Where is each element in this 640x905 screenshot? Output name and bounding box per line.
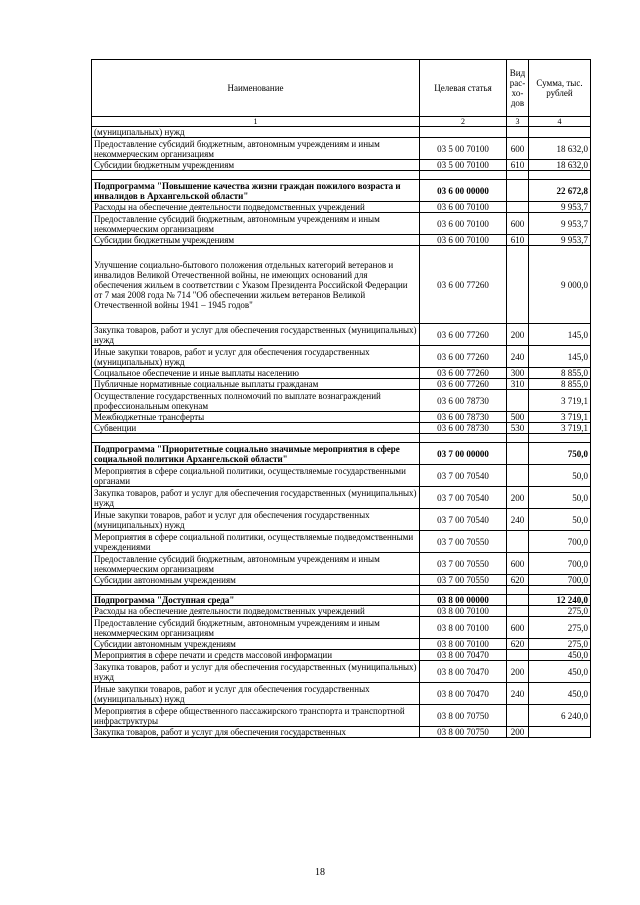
sum-cell: 6 240,0	[529, 705, 591, 727]
table-header-row	[92, 60, 591, 117]
name-cell: Иные закупки товаров, работ и услуг для обеспечения государственных (муниципальных) нужд	[92, 683, 420, 705]
name-cell: Расходы на обеспечение деятельности подведомственных учреждений	[92, 202, 420, 213]
name-cell: Закупка товаров, работ и услуг для обеспечения государственных (муниципальных) нужд	[92, 661, 420, 683]
type-cell: 500	[507, 412, 529, 423]
type-cell: 600	[507, 553, 529, 575]
sum-cell: 9 953,7	[529, 213, 591, 235]
sum-cell: 3 719,1	[529, 412, 591, 423]
name-cell: Закупка товаров, работ и услуг для обеспечения государственных (муниципальных) нужд	[92, 324, 420, 346]
name-cell: Субсидии автономным учреждениям	[92, 575, 420, 586]
sum-cell: 3 719,1	[529, 390, 591, 412]
table-row	[92, 509, 591, 531]
code-cell: 03 7 00 00000	[420, 443, 507, 465]
column-number: 2	[420, 117, 507, 127]
code-cell: 03 8 00 70100	[420, 617, 507, 639]
type-cell	[507, 390, 529, 412]
table-row	[92, 368, 591, 379]
spacer-row	[92, 434, 591, 443]
name-cell: Мероприятия в сфере социальной политики, осуществляемые подведомственными учреждениями	[92, 531, 420, 553]
type-cell: 610	[507, 160, 529, 171]
spacer-row	[92, 171, 591, 180]
code-cell	[420, 127, 507, 138]
table-row	[92, 138, 591, 160]
name-cell: Субвенции	[92, 423, 420, 434]
table-row	[92, 379, 591, 390]
empty-cell	[507, 171, 529, 180]
code-cell: 03 7 00 70540	[420, 509, 507, 531]
table-row	[92, 390, 591, 412]
sum-cell: 275,0	[529, 617, 591, 639]
empty-cell	[529, 434, 591, 443]
type-cell: 620	[507, 575, 529, 586]
table-row	[92, 683, 591, 705]
name-cell: Мероприятия в сфере печати и средств массовой информации	[92, 650, 420, 661]
column-number-row	[92, 117, 591, 127]
type-cell: 240	[507, 509, 529, 531]
name-cell: Закупка товаров, работ и услуг для обеспечения государственных	[92, 727, 420, 738]
subprogram-row	[92, 443, 591, 465]
type-cell	[507, 443, 529, 465]
table-row	[92, 617, 591, 639]
sum-cell: 9 000,0	[529, 246, 591, 324]
name-cell: Мероприятия в сфере общественного пассажирского транспорта и транспортной инфраструктуры	[92, 705, 420, 727]
code-cell: 03 8 00 00000	[420, 595, 507, 606]
code-cell: 03 6 00 70100	[420, 235, 507, 246]
table-row	[92, 246, 591, 324]
table-row	[92, 235, 591, 246]
table-row	[92, 650, 591, 661]
table-row	[92, 202, 591, 213]
name-cell: Межбюджетные трансферты	[92, 412, 420, 423]
type-cell: 600	[507, 138, 529, 160]
sum-cell: 9 953,7	[529, 202, 591, 213]
code-cell: 03 8 00 70750	[420, 727, 507, 738]
type-cell: 600	[507, 213, 529, 235]
name-cell: Предоставление субсидий бюджетным, автономным учреждениям и иным некоммерческим организациям	[92, 617, 420, 639]
table-row	[92, 705, 591, 727]
name-cell: Публичные нормативные социальные выплаты гражданам	[92, 379, 420, 390]
sum-cell: 700,0	[529, 553, 591, 575]
name-cell: Мероприятия в сфере социальной политики, осуществляемые государственными органами	[92, 465, 420, 487]
sum-cell: 18 632,0	[529, 160, 591, 171]
table-row	[92, 213, 591, 235]
sum-cell	[529, 127, 591, 138]
page-number: 18	[315, 867, 325, 878]
type-cell: 310	[507, 379, 529, 390]
code-cell: 03 6 00 78730	[420, 412, 507, 423]
name-cell: Предоставление субсидий бюджетным, автономным учреждениям и иным некоммерческим организациям	[92, 213, 420, 235]
empty-cell	[529, 586, 591, 595]
sum-cell: 12 240,0	[529, 595, 591, 606]
sum-cell: 275,0	[529, 606, 591, 617]
sum-cell	[529, 727, 591, 738]
budget-table	[91, 59, 591, 738]
name-cell: Предоставление субсидий бюджетным, автономным учреждениям и иным некоммерческим организациям	[92, 553, 420, 575]
table-row	[92, 324, 591, 346]
type-cell: 200	[507, 727, 529, 738]
table-row	[92, 531, 591, 553]
table-row	[92, 127, 591, 138]
sum-cell: 750,0	[529, 443, 591, 465]
code-cell: 03 7 00 70550	[420, 553, 507, 575]
name-cell: Иные закупки товаров, работ и услуг для обеспечения государственных (муниципальных) нужд	[92, 346, 420, 368]
sum-cell: 700,0	[529, 575, 591, 586]
header-sum: Сумма, тыс. рублей	[529, 60, 591, 117]
empty-cell	[420, 586, 507, 595]
name-cell: Субсидии бюджетным учреждениям	[92, 235, 420, 246]
sum-cell: 22 672,8	[529, 180, 591, 202]
type-cell: 200	[507, 324, 529, 346]
code-cell: 03 6 00 77260	[420, 324, 507, 346]
code-cell: 03 7 00 70540	[420, 487, 507, 509]
code-cell: 03 8 00 70750	[420, 705, 507, 727]
code-cell: 03 7 00 70550	[420, 531, 507, 553]
name-cell: Подпрограмма "Приоритетные социально значимые мероприятия в сфере социальной политики Архангельской области"	[92, 443, 420, 465]
name-cell: (муниципальных) нужд	[92, 127, 420, 138]
empty-cell	[529, 171, 591, 180]
table-row	[92, 412, 591, 423]
code-cell: 03 6 00 00000	[420, 180, 507, 202]
type-cell: 620	[507, 639, 529, 650]
type-cell: 600	[507, 617, 529, 639]
code-cell: 03 8 00 70470	[420, 661, 507, 683]
sum-cell: 700,0	[529, 531, 591, 553]
table-row	[92, 465, 591, 487]
code-cell: 03 8 00 70470	[420, 650, 507, 661]
table-row	[92, 727, 591, 738]
column-number: 3	[507, 117, 529, 127]
name-cell: Подпрограмма "Повышение качества жизни граждан пожилого возраста и инвалидов в Архангельской области"	[92, 180, 420, 202]
code-cell: 03 6 00 77260	[420, 368, 507, 379]
name-cell: Подпрограмма "Доступная среда"	[92, 595, 420, 606]
code-cell: 03 6 00 77260	[420, 379, 507, 390]
header-code: Целевая статья	[420, 60, 507, 117]
empty-cell	[420, 434, 507, 443]
table-row	[92, 661, 591, 683]
sum-cell: 275,0	[529, 639, 591, 650]
name-cell: Иные закупки товаров, работ и услуг для обеспечения государственных (муниципальных) нужд	[92, 509, 420, 531]
empty-cell	[92, 586, 420, 595]
sum-cell: 450,0	[529, 650, 591, 661]
name-cell: Социальное обеспечение и иные выплаты населению	[92, 368, 420, 379]
code-cell: 03 5 00 70100	[420, 160, 507, 171]
spacer-row	[92, 586, 591, 595]
table-row	[92, 606, 591, 617]
name-cell: Субсидии бюджетным учреждениям	[92, 160, 420, 171]
code-cell: 03 6 00 77260	[420, 346, 507, 368]
header-type: Вид рас-хо-дов	[507, 60, 529, 117]
type-cell	[507, 246, 529, 324]
subprogram-row	[92, 180, 591, 202]
table-row	[92, 575, 591, 586]
code-cell: 03 8 00 70100	[420, 639, 507, 650]
code-cell: 03 6 00 70100	[420, 202, 507, 213]
type-cell	[507, 127, 529, 138]
type-cell	[507, 180, 529, 202]
type-cell: 200	[507, 487, 529, 509]
type-cell	[507, 531, 529, 553]
name-cell: Улучшение социально-бытового положения отдельных категорий ветеранов и инвалидов Великой Отечественной войны, не имеющих оснований для обеспечения жильем в соответствии с Указом Президента Российской Федерации от 7 мая 2008 года № 714 "Об обеспечении жильем ветеранов Великой Отечественной войны 1941 – 1945 годов"	[92, 246, 420, 324]
code-cell: 03 6 00 70100	[420, 213, 507, 235]
code-cell: 03 6 00 78730	[420, 423, 507, 434]
table-row	[92, 553, 591, 575]
type-cell	[507, 595, 529, 606]
table-row	[92, 160, 591, 171]
column-number: 4	[529, 117, 591, 127]
empty-cell	[507, 586, 529, 595]
type-cell: 530	[507, 423, 529, 434]
code-cell: 03 8 00 70100	[420, 606, 507, 617]
name-cell: Расходы на обеспечение деятельности подведомственных учреждений	[92, 606, 420, 617]
sum-cell: 450,0	[529, 683, 591, 705]
code-cell: 03 6 00 78730	[420, 390, 507, 412]
type-cell	[507, 202, 529, 213]
sum-cell: 18 632,0	[529, 138, 591, 160]
type-cell	[507, 705, 529, 727]
table-row	[92, 423, 591, 434]
sum-cell: 50,0	[529, 465, 591, 487]
type-cell	[507, 650, 529, 661]
sum-cell: 3 719,1	[529, 423, 591, 434]
type-cell	[507, 465, 529, 487]
code-cell: 03 5 00 70100	[420, 138, 507, 160]
table-row	[92, 487, 591, 509]
code-cell: 03 7 00 70550	[420, 575, 507, 586]
empty-cell	[92, 434, 420, 443]
sum-cell: 145,0	[529, 346, 591, 368]
type-cell: 200	[507, 661, 529, 683]
table-row	[92, 639, 591, 650]
sum-cell: 145,0	[529, 324, 591, 346]
sum-cell: 8 855,0	[529, 368, 591, 379]
sum-cell: 8 855,0	[529, 379, 591, 390]
code-cell: 03 8 00 70470	[420, 683, 507, 705]
type-cell	[507, 606, 529, 617]
type-cell: 240	[507, 683, 529, 705]
name-cell: Предоставление субсидий бюджетным, автономным учреждениям и иным некоммерческим организациям	[92, 138, 420, 160]
column-number: 1	[92, 117, 420, 127]
name-cell: Закупка товаров, работ и услуг для обеспечения государственных (муниципальных) нужд	[92, 487, 420, 509]
name-cell: Субсидии автономным учреждениям	[92, 639, 420, 650]
code-cell: 03 7 00 70540	[420, 465, 507, 487]
table-row	[92, 346, 591, 368]
empty-cell	[420, 171, 507, 180]
sum-cell: 50,0	[529, 487, 591, 509]
sum-cell: 9 953,7	[529, 235, 591, 246]
type-cell: 240	[507, 346, 529, 368]
code-cell: 03 6 00 77260	[420, 246, 507, 324]
empty-cell	[507, 434, 529, 443]
subprogram-row	[92, 595, 591, 606]
type-cell: 300	[507, 368, 529, 379]
sum-cell: 50,0	[529, 509, 591, 531]
name-cell: Осуществление государственных полномочий по выплате вознаграждений профессиональным опекунам	[92, 390, 420, 412]
empty-cell	[92, 171, 420, 180]
sum-cell: 450,0	[529, 661, 591, 683]
table-body	[92, 127, 591, 738]
header-name: Наименование	[92, 60, 420, 117]
type-cell: 610	[507, 235, 529, 246]
